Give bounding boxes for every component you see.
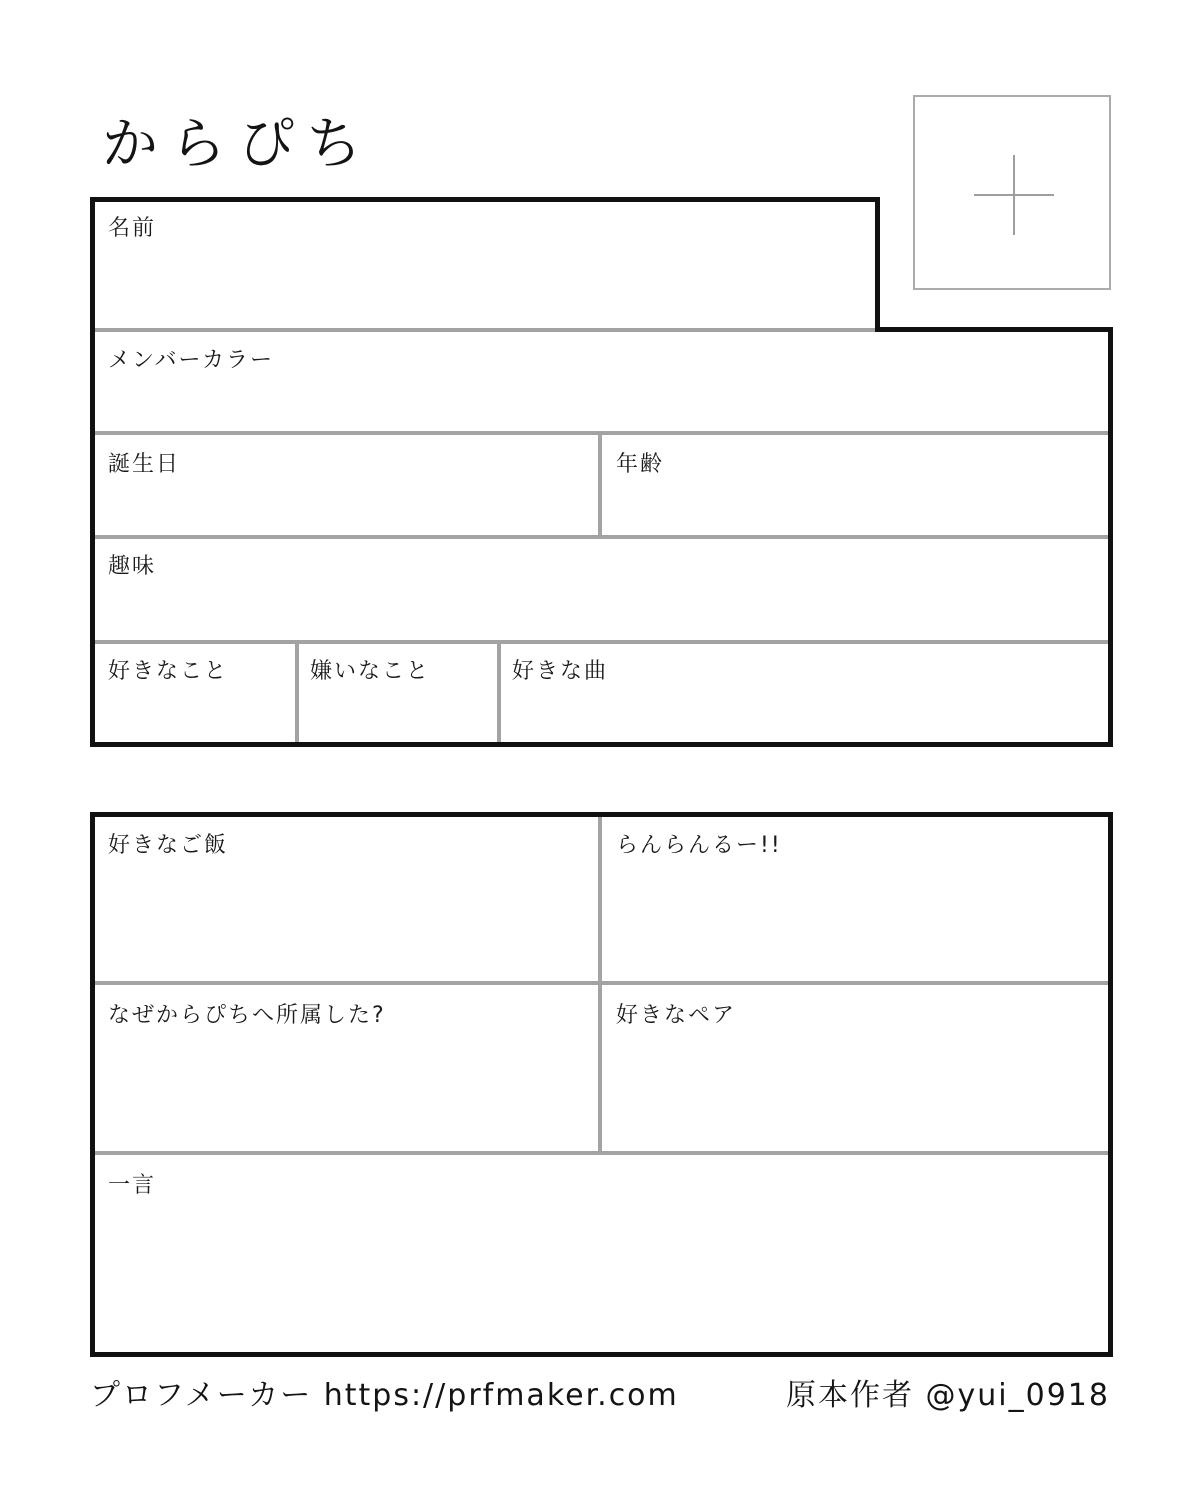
name-label: 名前	[108, 216, 157, 241]
why-joined-label: なぜからぴちへ所属した?	[108, 1003, 386, 1028]
ranranru-label: らんらんるー!!	[616, 833, 782, 858]
hobby-label: 趣味	[108, 554, 157, 579]
birthday-label: 誕生日	[108, 452, 181, 477]
page-title: からぴち	[102, 112, 374, 177]
border-bottom	[90, 1352, 1113, 1357]
favorite-food-label: 好きなご飯	[108, 833, 229, 858]
dislikes-label: 嫌いなこと	[310, 659, 431, 684]
favorite-song-label: 好きな曲	[512, 659, 609, 684]
author-credit: 原本作者 @yui_0918	[786, 1378, 1110, 1413]
hobby-field[interactable]	[95, 539, 1108, 640]
profile-form-bottom	[90, 812, 1113, 1357]
profile-form-top	[90, 197, 1113, 747]
likes-label: 好きなこと	[108, 659, 229, 684]
age-field[interactable]	[602, 435, 1108, 535]
comment-label: 一言	[108, 1173, 157, 1198]
border-right	[1108, 327, 1113, 747]
border-bottom	[90, 742, 1113, 747]
maker-credit: プロフメーカー https://prfmaker.com	[90, 1378, 679, 1413]
name-field[interactable]	[95, 202, 875, 328]
border-right	[1108, 812, 1113, 1357]
border-right-name	[875, 197, 880, 332]
favorite-pair-label: 好きなペア	[616, 1003, 737, 1028]
comment-field[interactable]	[95, 1155, 1108, 1352]
member-color-label: メンバーカラー	[108, 348, 275, 373]
age-label: 年齢	[616, 452, 665, 477]
